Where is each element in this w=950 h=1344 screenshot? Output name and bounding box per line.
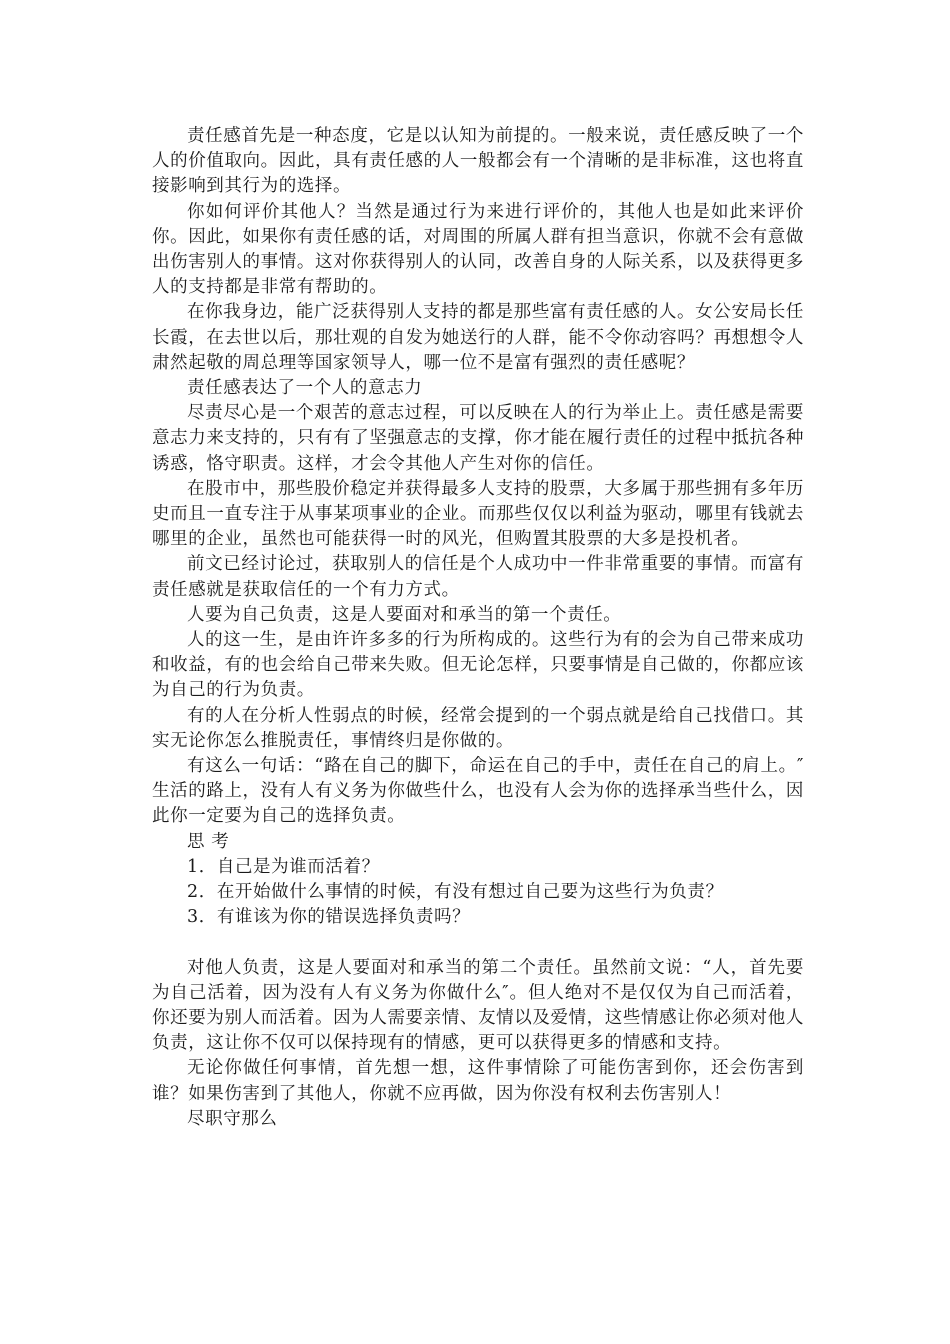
section-heading: 责任感表达了一个人的意志力: [187, 378, 423, 399]
paragraph: 有这么一句话：“路在自己的脚下，命运在自己的手中，责任在自己的肩上。″生活的路上，没有人有义务为你做些什么，也没有人会为你的选择承当些什么，因此你一定要为自己的选择负责。: [152, 756, 804, 827]
question-item: 1．自己是为谁而活着？: [187, 856, 380, 877]
document-page: [152, 124, 804, 1132]
paragraph: 无论你做任何事情，首先想一想，这件事情除了可能伤害到你，还会伤害到谁？如果伤害到了其他人，你就不应再做，因为你没有权利去伤害别人！: [152, 1058, 804, 1104]
paragraph: 人的这一生，是由许许多多的行为所构成的。这些行为有的会为自己带来成功和收益，有的也会给自己带来失败。但无论怎样，只要事情是自己做的，你都应该为自己的行为负责。: [152, 630, 804, 701]
paragraph: 尽责尽心是一个艰苦的意志过程，可以反映在人的行为举止上。责任感是需要意志力来支持的，只有有了坚强意志的支撑，你才能在履行责任的过程中抵抗各种诱惑，恪守职责。这样，才会令其他人产生对你的信任。: [152, 403, 804, 474]
paragraph: 前文已经讨论过，获取别人的信任是个人成功中一件非常重要的事情。而富有责任感就是获取信任的一个有力方式。: [152, 554, 804, 600]
paragraph: 有的人在分析人性弱点的时候，经常会提到的一个弱点就是给自己找借口。其实无论你怎么推脱责任，事情终归是你做的。: [152, 705, 804, 751]
paragraph: 责任感首先是一种态度，它是以认知为前提的。一般来说，责任感反映了一个人的价值取向。因此，具有责任感的人一般都会有一个清晰的是非标准，这也将直接影响到其行为的选择。: [152, 126, 804, 197]
paragraph: 在你我身边，能广泛获得别人支持的都是那些富有责任感的人。女公安局长任长霞，在去世以后，那壮观的自发为她送行的人群，能不令你动容吗？再想想令人肃然起敬的周总理等国家领导人，哪一位不是富有强烈的责任感呢？: [152, 302, 804, 373]
blank-line: [152, 931, 804, 956]
paragraph: 对他人负责，这是人要面对和承当的第二个责任。虽然前文说：“人，首先要为自己活着，因为没有人有义务为你做什么″。但人绝对不是仅仅为自己而活着，你还要为别人而活着。因为人需要亲情、友情以及爱情，这些情感让你必须对他人负责，这让你不仅可以保持现有的情感，更可以获得更多的情感和支持。: [152, 957, 804, 1054]
paragraph: 尽职守那么: [187, 1108, 278, 1129]
paragraph: 人要为自己负责，这是人要面对和承当的第一个责任。: [187, 604, 622, 625]
question-item: 2．在开始做什么事情的时候，有没有想过自己要为这些行为负责？: [187, 882, 724, 903]
question-item: 3．有谁该为你的错误选择负责吗？: [187, 907, 471, 928]
paragraph: 你如何评价其他人？当然是通过行为来进行评价的，其他人也是如此来评价你。因此，如果你有责任感的话，对周围的所属人群有担当意识，你就不会有意做出伤害别人的事情。这对你获得别人的认同，改善自身的人际关系，以及获得更多人的支持都是非常有帮助的。: [152, 201, 804, 298]
section-heading: 思 考: [187, 831, 230, 852]
paragraph: 在股市中，那些股价稳定并获得最多人支持的股票，大多属于那些拥有多年历史而且一直专注于从事某项事业的企业。而那些仅仅以利益为驱动，哪里有钱就去哪里的企业，虽然也可能获得一时的风光，但购置其股票的大多是投机者。: [152, 478, 804, 550]
